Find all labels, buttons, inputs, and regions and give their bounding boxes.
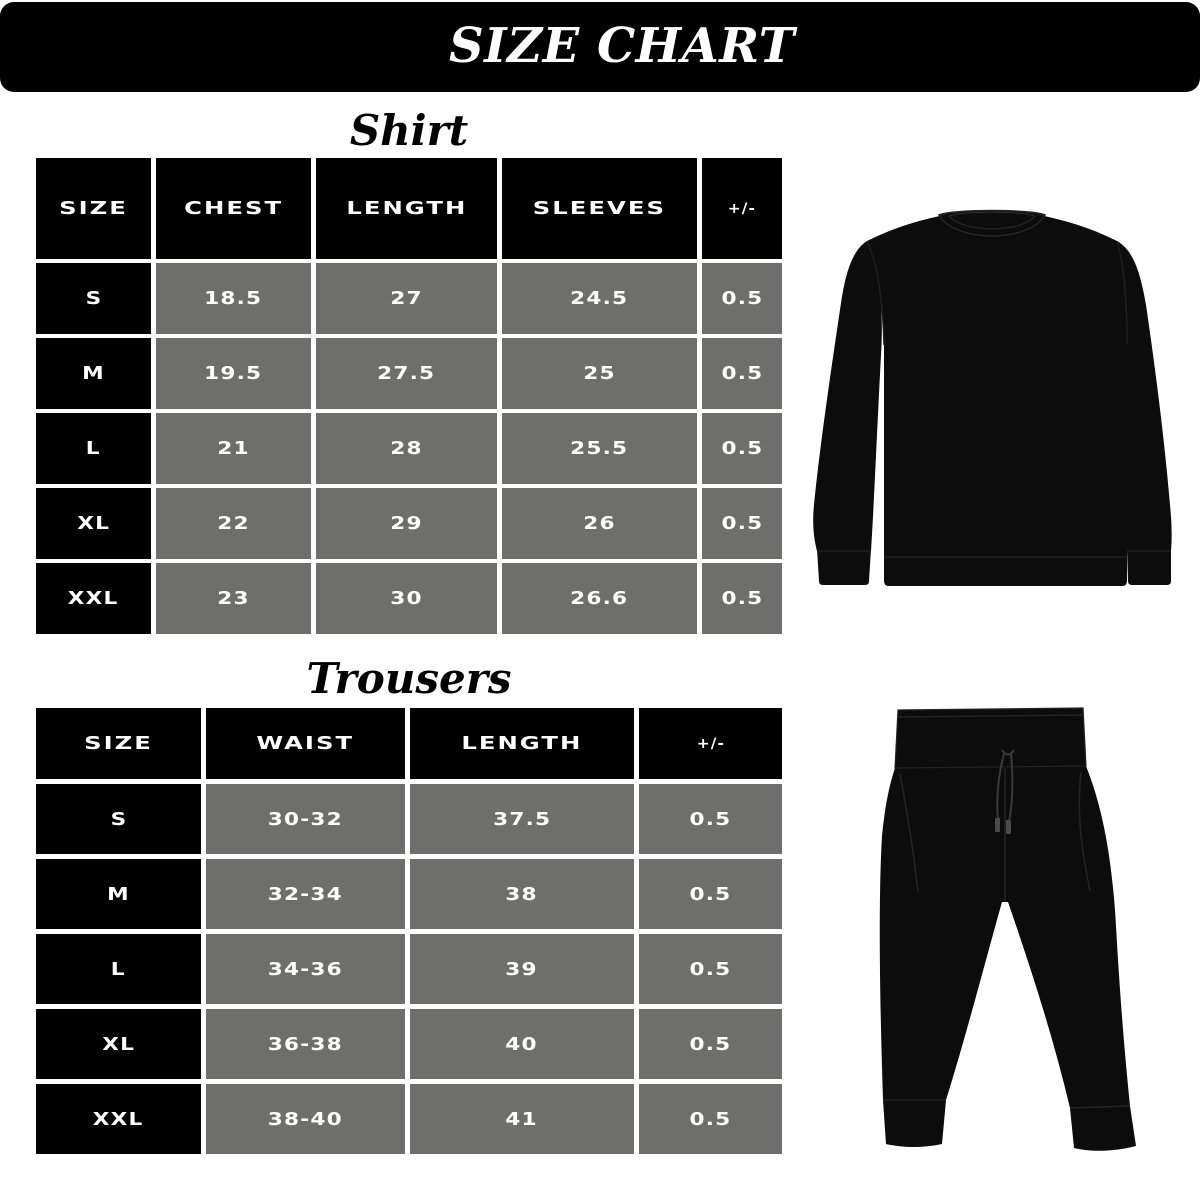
hem-band — [884, 555, 1127, 586]
tolerance-value: 0.5 — [721, 438, 763, 459]
sleeves-cell — [502, 563, 697, 634]
header-cell-waist — [206, 708, 405, 779]
waist-value: 36-38 — [267, 1033, 344, 1055]
size-cell — [36, 338, 151, 409]
size-label: L — [111, 958, 126, 980]
tolerance-cell — [639, 859, 782, 929]
size-label: L — [86, 438, 101, 459]
chest-value: 21 — [217, 438, 250, 459]
length-value: 30 — [390, 588, 423, 609]
sleeves-value: 26.6 — [570, 588, 629, 609]
tolerance-cell — [702, 488, 782, 559]
length-cell — [316, 488, 497, 559]
chest-value: 23 — [217, 588, 250, 609]
tolerance-value: 0.5 — [689, 883, 732, 905]
header-cell-length — [316, 158, 497, 259]
size-cell — [36, 488, 151, 559]
size-label: XXL — [68, 588, 119, 609]
sleeves-value: 25.5 — [570, 438, 629, 459]
size-cell — [36, 1009, 201, 1079]
column-label: SIZE — [59, 198, 128, 219]
chest-value: 18.5 — [204, 288, 263, 309]
title-banner — [0, 2, 1200, 92]
length-value: 39 — [505, 958, 539, 980]
chest-cell — [156, 263, 311, 334]
column-label: LENGTH — [345, 198, 467, 219]
sleeves-value: 26 — [583, 513, 616, 534]
length-cell — [316, 263, 497, 334]
chest-cell — [156, 488, 311, 559]
size-cell — [36, 263, 151, 334]
tolerance-value: 0.5 — [689, 958, 732, 980]
tolerance-value: 0.5 — [721, 588, 763, 609]
trousers-icon — [878, 706, 1142, 1154]
size-label: XL — [77, 513, 110, 534]
column-label: SIZE — [84, 733, 153, 754]
size-cell — [36, 934, 201, 1004]
length-cell — [410, 859, 634, 929]
tolerance-cell — [702, 563, 782, 634]
tolerance-cell — [639, 1084, 782, 1154]
left-cuff — [817, 549, 871, 585]
tolerance-cell — [702, 413, 782, 484]
sleeves-value: 24.5 — [570, 288, 629, 309]
sleeves-cell — [502, 338, 697, 409]
size-cell — [36, 859, 201, 929]
header-cell-chest — [156, 158, 311, 259]
waist-value: 32-34 — [267, 883, 344, 905]
header-cell-tolerance — [702, 158, 782, 259]
chest-cell — [156, 338, 311, 409]
size-label: XL — [102, 1033, 135, 1055]
size-cell — [36, 413, 151, 484]
waist-cell — [206, 934, 405, 1004]
length-cell — [410, 1009, 634, 1079]
tolerance-cell — [639, 784, 782, 854]
tolerance-cell — [702, 263, 782, 334]
length-cell — [410, 934, 634, 1004]
size-label: M — [107, 883, 130, 905]
page-title: SIZE CHART — [448, 18, 795, 74]
chest-cell — [156, 563, 311, 634]
length-value: 27 — [390, 288, 423, 309]
column-label: +/- — [727, 200, 757, 217]
shirt-section-title: Shirt — [349, 106, 469, 155]
waist-cell — [206, 784, 405, 854]
size-cell — [36, 784, 201, 854]
sleeves-cell — [502, 488, 697, 559]
length-value: 29 — [390, 513, 423, 534]
waist-value: 30-32 — [267, 808, 344, 830]
header-cell-length — [410, 708, 634, 779]
tolerance-value: 0.5 — [721, 288, 763, 309]
waist-cell — [206, 859, 405, 929]
column-label: WAIST — [256, 733, 355, 754]
size-cell — [36, 1084, 201, 1154]
tolerance-value: 0.5 — [721, 513, 763, 534]
length-value: 40 — [505, 1033, 539, 1055]
tolerance-cell — [639, 1009, 782, 1079]
length-value: 38 — [505, 883, 539, 905]
left-sleeve — [813, 241, 882, 551]
length-cell — [410, 1084, 634, 1154]
tolerance-value: 0.5 — [689, 1108, 732, 1130]
sweatshirt-icon — [805, 205, 1177, 587]
trousers-size-table — [36, 708, 782, 1154]
right-cuff — [1127, 549, 1171, 585]
length-value: 37.5 — [492, 808, 552, 830]
sleeves-cell — [502, 413, 697, 484]
waist-value: 38-40 — [267, 1108, 344, 1130]
length-value: 28 — [390, 438, 423, 459]
tolerance-value: 0.5 — [689, 1033, 732, 1055]
tolerance-value: 0.5 — [721, 363, 763, 384]
length-cell — [316, 338, 497, 409]
tolerance-cell — [639, 934, 782, 1004]
size-cell — [36, 563, 151, 634]
tolerance-value: 0.5 — [689, 808, 732, 830]
length-cell — [316, 413, 497, 484]
length-cell — [410, 784, 634, 854]
chest-value: 19.5 — [204, 363, 263, 384]
size-label: S — [85, 288, 102, 309]
column-label: SLEEVES — [532, 198, 667, 219]
column-label: CHEST — [184, 198, 283, 219]
header-cell-sleeves — [502, 158, 697, 259]
size-label: XXL — [93, 1108, 144, 1130]
waist-cell — [206, 1009, 405, 1079]
chest-value: 22 — [217, 513, 250, 534]
chest-cell — [156, 413, 311, 484]
header-cell-size — [36, 708, 201, 779]
size-label: M — [82, 363, 105, 384]
waist-value: 34-36 — [267, 958, 344, 980]
length-cell — [316, 563, 497, 634]
column-label: +/- — [696, 735, 725, 752]
size-label: S — [110, 808, 127, 830]
sleeves-value: 25 — [583, 363, 616, 384]
header-cell-size — [36, 158, 151, 259]
column-label: LENGTH — [461, 733, 583, 754]
length-value: 41 — [505, 1108, 539, 1130]
sweatshirt-body — [867, 215, 1128, 557]
sleeves-cell — [502, 263, 697, 334]
trousers-section-title: Trousers — [306, 654, 512, 703]
tolerance-cell — [702, 338, 782, 409]
length-value: 27.5 — [377, 363, 436, 384]
waist-cell — [206, 1084, 405, 1154]
header-cell-tolerance — [639, 708, 782, 779]
shirt-size-table — [36, 158, 782, 634]
